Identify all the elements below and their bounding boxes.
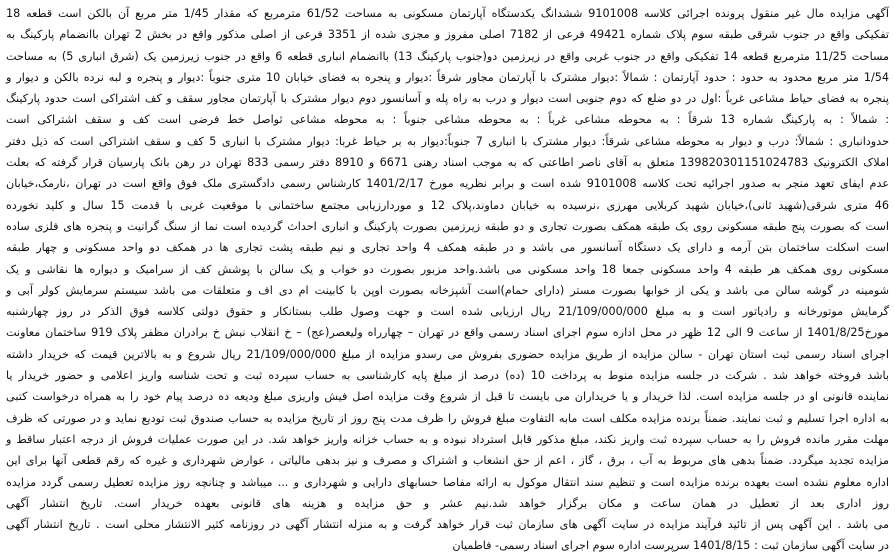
notice-line: 46 متری شرقی(شهید ثانی)،خیابان شهید کربلایی مهرزی ،نرسیده به خیابان دماوند،پلاک 12 و موردارزیابی مجتمع ساختمانی با موقعیت غربی با قدمت 15 سال و کلید نخورده [6,198,889,212]
notice-line: پنجره به فضای حیاط مشاعی غرباً :اول در دو ضلع که دوم جنوبی است دیوار و درب به راه پله و آسانسور دوم دیوار مشترک با آپارتمان مجاور سقف و کف اشتراکی است حدود پارکینگ [6,92,889,106]
notice-line: است اسکلت ساختمان بتن آرمه و دارای یک دستگاه آسانسور می باشد و در طبقه همکف 4 واحد تجاری و نیم طبقه پشت تجاری ها در همکف دو واحد مسکونی و چهار طبقه [6,241,889,255]
notice-line: باشد فروخته خواهد شد . شرکت در جلسه مزایده منوط به پرداخت 10 (ده) درصد از مبلغ پایه کارشناسی به حساب سپرده ثبت و تحت شناسه واریز اعلامی و حضور خریدار یا [6,369,889,383]
notice-line: 1/54 متر مربع محدود به حدود : حدود آپارتمان : شمالاً :دیوار مشترک با آپارتمان مجاور شرقاً :دیوار و پنجره به فضای خیابان 10 متری جنوباً :دیوار و پنجره و لبه نرده بالکن و دیوار و [6,70,889,84]
notice-line: املاک الکترونیک 139820301151024783 متعلق به آقای ناصر اطاعتی که به موجب اسناد رهنی 6671 و 8910 دفتر رسمی 833 تهران در رهن بانک پارسیان قرار گرفته که بعلت [6,156,889,170]
notice-line: است که بصورت پنج طبقه مسکونی روی یک طبقه همکف بصورت تجاری و دو طبقه زیرزمین بصورت پارکینگ و انباری احداث گردیده است نما از سنگ گرانیت و پنجره های فلزی ساده [6,219,889,233]
notice-line: مهلت مقرر مانده فروش را به حساب سپرده ثبت واریز نکند، مبلغ مذکور قابل استرداد نبوده و به حساب خزانه واریز خواهد شد. در این صورت عملیات فروش از درجه اعتبار ساقط و [6,432,889,446]
notice-line: روز اداری بعد از تعطیل در همان ساعت و مکان برگزار خواهد شد.نیم عشر و حق مزایده و هزینه های قانونی بعهده خریدار است. تاریخ انتشار آگهی [6,496,889,510]
notice-line: حدودانباری : شمالاً: درب و دیوار به محوطه مشاعی شرقاً: دیوار مشترک با انباری 7 جنوباً:دیوار به بر حیاط غربا: دیوار مشترک با انباری 5 کف و سقف اشتراکی است که ذیل دفتر [6,134,889,148]
notice-line: می باشد . این آگهی پس از تائید فرآیند مزایده در سایت آگهی های سازمان ثبت قرار خواهد گرفت و به منزله انتشار آگهی در روزنامه کثیر الانتشار محلی است . تاریخ انتشار آگهی [6,518,889,532]
notice-line: اجرای اسناد رسمی ثبت استان تهران - سالن مزایده از طریق مزایده حضوری بفروش می رسدو مزایده از مبلغ 21/109/000/000 ریال شروع و به بالاترین قیمت که خریدار داشته [6,347,889,361]
notice-line: نماینده قانونی او در جلسه مزایده است. لذا خریدار و یا خریداران می بایست تا قبل از شروع وقت مزایده اصل فیش واریزی مبلغ ودیعه ده درصد پیام خود را به همراه درخواست کتبی [6,390,889,404]
notice-line-signature: در سایت آگهی سازمان ثبت : 1401/8/15 سرپرست اداره سوم اجرای اسناد رسمی- فاطمیان [452,539,889,553]
notice-line: به اداره اجرا تسلیم و ثبت نمایند. ضمناً برنده مزایده مکلف است مابه التفاوت مبلغ فروش را ظرف مدت پنج روز از تاریخ مزایده به حساب صندوق ثبت تودیع نماید و در صورتی که ظرف [6,411,889,425]
notice-line: مزایده تجدید میگردد. ضمناً بدهی های مربوط به آب ، برق ، گاز ، اعم از حق انشعاب و اشتراک و مصرف و نیز بدهی مالیاتی ، عوارض شهرداری و غیره که رقم قطعی آنها برای این [6,454,889,468]
notice-line: شومینه در گوشه سالن می باشد و یکی از خوابها بصورت مستر (دارای حمام)است آشپزخانه بصورت اوپن با کابینت ام دی اف و متعلقات می باشد سیستم سرمایش کولر آبی و [6,283,889,297]
notice-line: تفکیکی واقع در جنوب شرقی طبقه سوم پلاک شماره 49421 فرعی از 7182 اصلی مفروز و مجزی شده از 3351 فرعی از اصلی مذکور واقع در بخش 2 تهران باانضمام پارکینگ به [6,28,889,42]
notice-line: اداره معلوم نشده است بعهده برنده مزایده است و تنظیم سند انتقال موکول به ارائه مفاصا حسابهای دارایی و شهرداری و ... میباشد و چنانچه روز مزایده تعطیل رسمی گردد مزایده [6,475,889,489]
notice-line: آگهی مزایده مال غیر منقول پرونده اجرائی کلاسه 9101008 ششدانگ یکدستگاه آپارتمان مسکونی به مساحت 61/52 مترمربع که مقدار 1/45 متر مربع آن بالکن است قطعه 18 [6,7,889,20]
notice-line: مورخ1401/8/25 از ساعت 9 الی 12 ظهر در محل اداره سوم اجرای اسناد رسمی واقع در تهران – چهارراه ولیعصر(عج) – خ انقلاب نبش خ برادران مظفر پلاک 919 ساختمان معاونت [6,326,889,340]
notice-line: عدم ایفای تعهد منجر به صدور اجرائیه تحت کلاسه 9101008 شده است و برابر نظریه مورخ 1401/2/17 کارشناس رسمی دادگستری ملک فوق واقع است در تهران ،نارمک،خیابان [6,177,889,191]
notice-line: مساحت 11/25 مترمربع قطعه 14 تفکیکی واقع در جنوب غربی واقع در زیرزمین دو(جنوب پارکینگ 13) باانضمام انباری قطعه 6 واقع در جنوب زیرزمین یک (شرق انباری 5) به مساحت [6,49,889,63]
notice-line: : شمالاً : به پارکینگ شماره 13 شرقاً : به محوطه مشاعی غرباً : به محوطه مشاعی جنوباً : به محوطه مشاعی ثواصل خط فرضی است کف و سقف اشتراکی است [6,113,889,127]
notice-line: گرمایش موتورخانه و رادیاتور است و به مبلغ 21/109/000/000 ریال ارزیابی شده است و جهت وصول طلب بستانکار و حقوق دولتی کلاسه فوق الذکر در روز چهارشنبه [6,305,890,319]
notice-line: مسکونی روی همکف هر طبقه 4 واحد مسکونی جمعا 18 واحد مسکونی می باشد.واحد مزبور بصورت دو خواب و یک سالن با پوشش کف از سرامیک و دیواره ها نقاشی و یک [6,262,889,276]
